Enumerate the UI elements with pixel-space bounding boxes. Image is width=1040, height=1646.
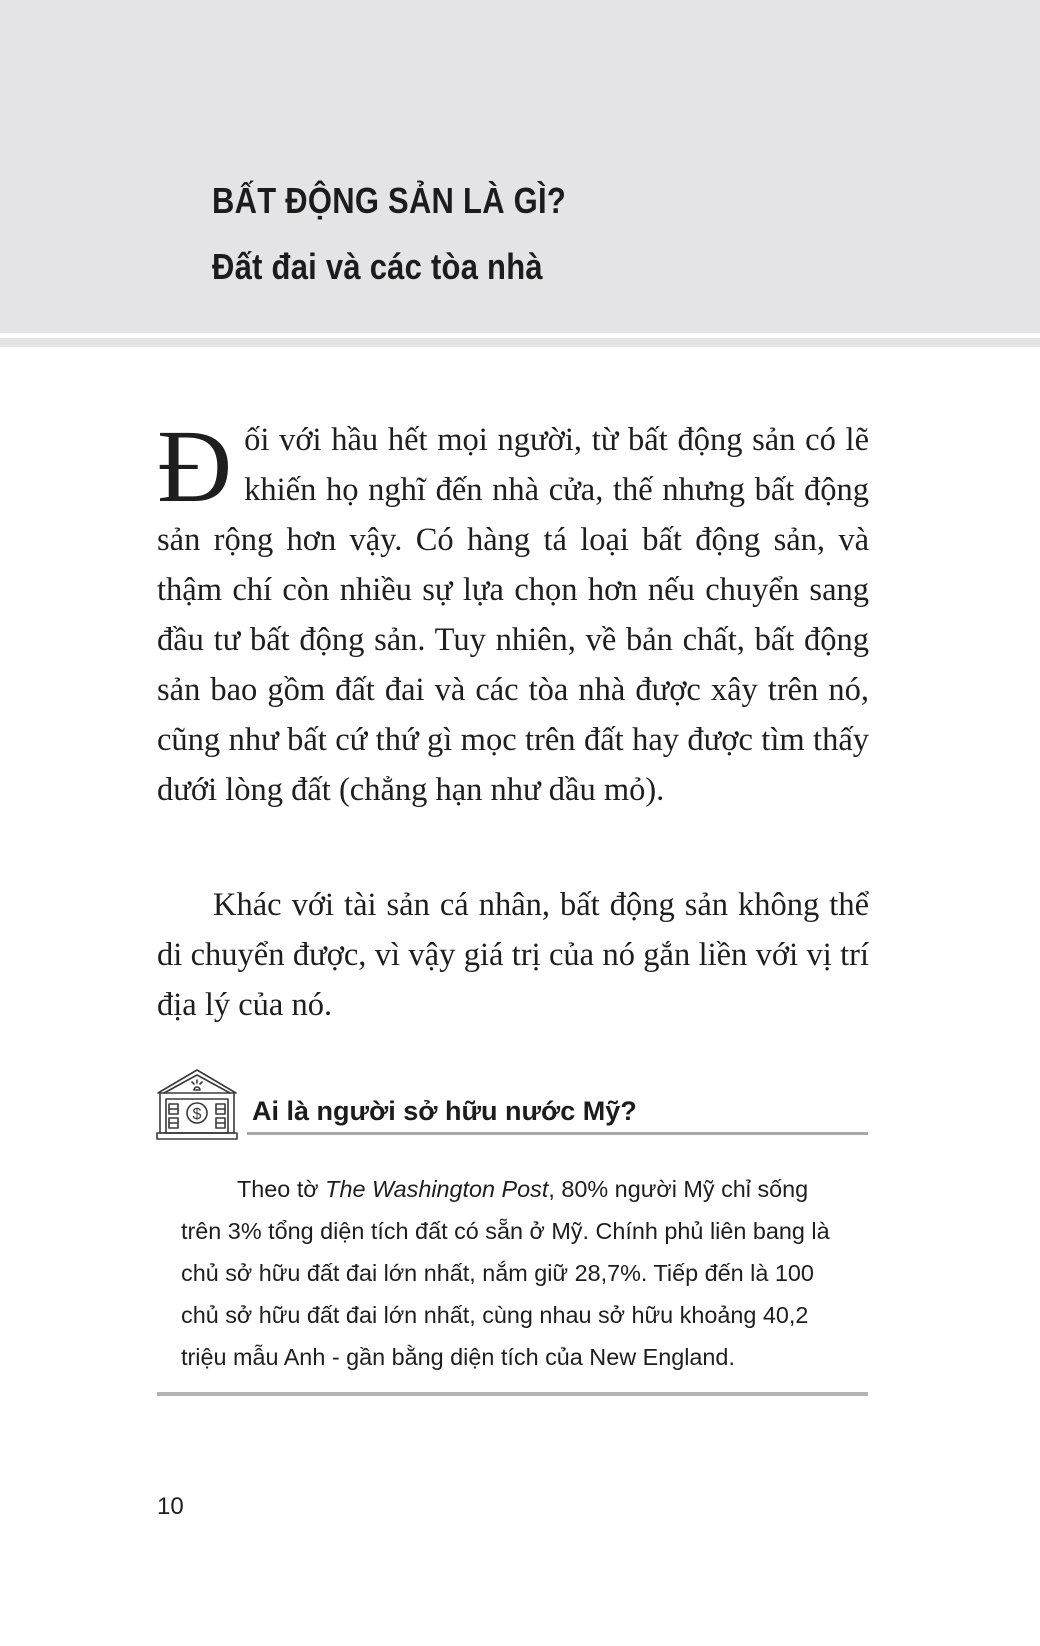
body-paragraph-1 (157, 409, 869, 815)
box-paragraph (181, 1168, 845, 1378)
body-paragraph-2: Khác với tài sản cá nhân, bất động sản không thể di chuyển được, vì vậy giá trị của nó gắn liền với vị trí địa lý của nó. (157, 887, 869, 1023)
box-bottom-divider (157, 1392, 868, 1396)
box-title-divider (247, 1132, 868, 1135)
body-paragraph-1-text: ối với hầu hết mọi người, từ bất động sản có lẽ khiến họ nghĩ đến nhà cửa, thế nhưng bất động sản rộng hơn vậy. Có hàng tá loại bất động sản, và thậm chí còn nhiều sự lựa chọn hơn nếu chuyển sang đầu tư bất động sản. Tuy nhiên, về bản chất, bất động sản bao gồm đất đai và các tòa nhà được xây trên nó, cũng như bất cứ thứ gì mọc trên đất hay được tìm thấy dưới lòng đất (chẳng hạn như dầu mỏ). (157, 422, 869, 808)
box-text-end: , 80% người Mỹ chỉ sống trên 3% tổng diện tích đất có sẵn ở Mỹ. Chính phủ liên bang là chủ sở hữu đất đai lớn nhất, nắm giữ 28,7%. Tiếp đến là 100 chủ sở hữu đất đai lớn nhất, cùng nhau sở hữu khoảng 40,2 triệu mẫu Anh - gần bằng diện tích của New England. (181, 1176, 830, 1370)
svg-text:$: $ (192, 1106, 202, 1123)
box-text-start: Theo tờ (237, 1176, 326, 1202)
header-divider (0, 338, 1040, 347)
chapter-title: BẤT ĐỘNG SẢN LÀ GÌ? (212, 180, 567, 221)
drop-cap: Đ (157, 409, 233, 524)
box-title: Ai là người sở hữu nước Mỹ? (252, 1096, 637, 1126)
box-text-source: The Washington Post (325, 1176, 549, 1202)
chapter-subtitle: Đất đai và các tòa nhà (212, 246, 543, 287)
bank-building-icon (156, 1068, 238, 1140)
page-number: 10 (157, 1493, 184, 1520)
